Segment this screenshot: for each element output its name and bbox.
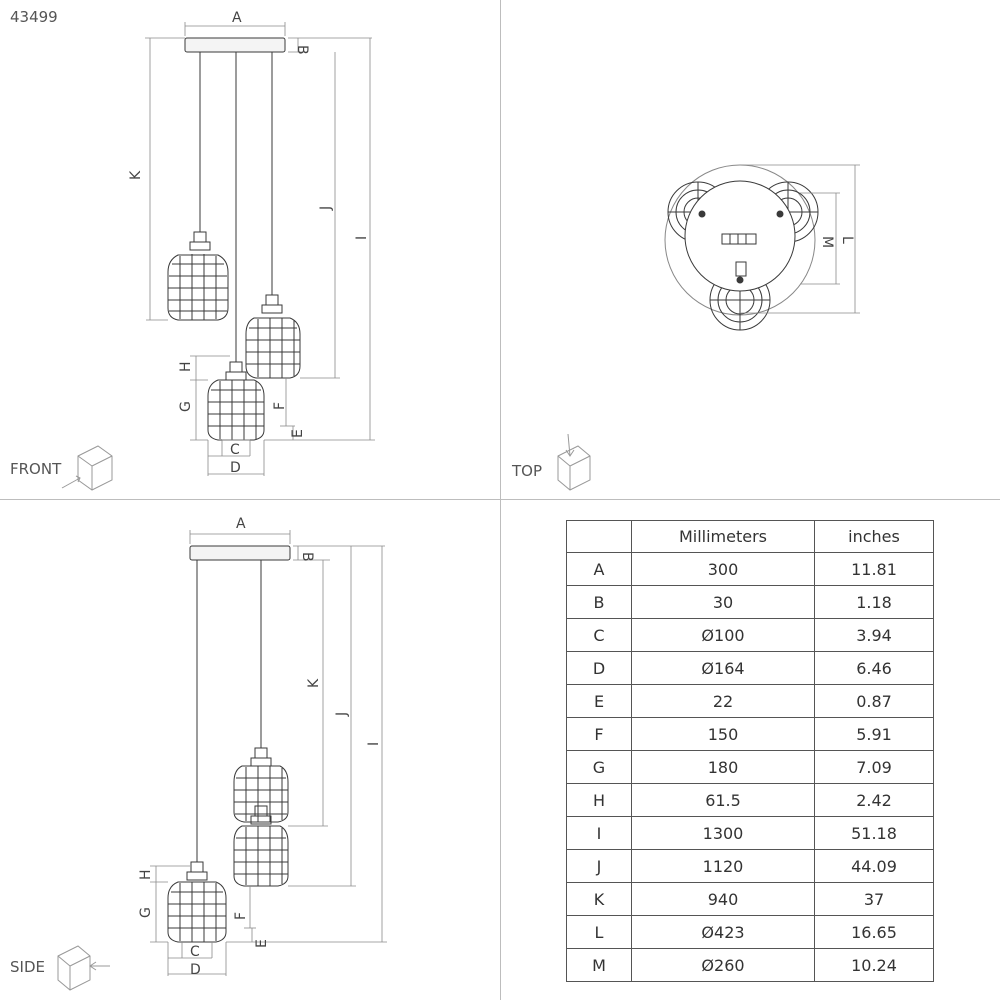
row-inches: 51.18: [815, 817, 934, 850]
row-inches: 6.46: [815, 652, 934, 685]
row-inches: 16.65: [815, 916, 934, 949]
dim-G-front: G: [178, 401, 194, 412]
row-mm: 61.5: [632, 784, 815, 817]
row-mm: Ø423: [632, 916, 815, 949]
dim-L-top: L: [839, 236, 855, 244]
table-row: [567, 916, 934, 949]
row-label: F: [567, 718, 632, 751]
front-view-label: FRONT: [10, 460, 62, 478]
row-mm: 180: [632, 751, 815, 784]
table-row: [567, 718, 934, 751]
header-inches: inches: [815, 521, 934, 553]
row-mm: 300: [632, 553, 815, 586]
dim-K-front: K: [128, 170, 144, 180]
side-view-cube-icon: [58, 946, 110, 990]
top-view-label: TOP: [512, 462, 543, 480]
dim-A-front: A: [232, 10, 242, 26]
table-row: [567, 850, 934, 883]
row-mm: 150: [632, 718, 815, 751]
dim-B-side: B: [299, 552, 315, 562]
row-label: J: [567, 850, 632, 883]
row-mm: Ø164: [632, 652, 815, 685]
row-inches: 5.91: [815, 718, 934, 751]
dim-G-side: G: [138, 907, 154, 918]
top-view-cube-icon: [558, 434, 590, 490]
table-row: [567, 949, 934, 982]
dim-J-front: J: [318, 205, 334, 210]
front-lamp-center: [208, 362, 264, 440]
row-label: C: [567, 619, 632, 652]
row-mm: Ø100: [632, 619, 815, 652]
table-row: [567, 883, 934, 916]
dim-A-side: A: [236, 516, 246, 532]
side-lamp-middle: [234, 806, 288, 886]
dim-H-side: H: [138, 869, 154, 880]
dim-I-front: I: [354, 235, 370, 240]
dim-B-front: B: [294, 45, 310, 55]
row-mm: 22: [632, 685, 815, 718]
row-inches: 0.87: [815, 685, 934, 718]
dim-D-front: D: [230, 460, 241, 476]
front-view-cube-icon: [62, 446, 112, 490]
dim-K-side: K: [306, 678, 322, 688]
table-row: [567, 817, 934, 850]
dim-E-side: E: [254, 939, 270, 948]
side-view-label: SIDE: [10, 958, 45, 976]
row-inches: 3.94: [815, 619, 934, 652]
side-lamp-front: [168, 862, 226, 942]
top-view-drawing: [500, 0, 1000, 500]
front-view-drawing: [0, 0, 500, 500]
table-row: [567, 751, 934, 784]
header-millimeters: Millimeters: [632, 521, 815, 553]
row-inches: 11.81: [815, 553, 934, 586]
dimension-table: [566, 520, 934, 982]
row-inches: 44.09: [815, 850, 934, 883]
dim-E-front: E: [290, 429, 306, 438]
side-view-drawing: [0, 500, 500, 1000]
row-inches: 37: [815, 883, 934, 916]
dim-H-front: H: [178, 361, 194, 372]
front-lamp-left: [168, 232, 228, 320]
table-row: [567, 553, 934, 586]
row-label: D: [567, 652, 632, 685]
dim-D-side: D: [190, 962, 201, 978]
row-label: M: [567, 949, 632, 982]
table-header-row: [567, 521, 934, 553]
row-inches: 1.18: [815, 586, 934, 619]
row-label: E: [567, 685, 632, 718]
row-label: A: [567, 553, 632, 586]
article-number: 43499: [10, 8, 58, 26]
dim-C-front: C: [230, 442, 240, 458]
table-row: [567, 652, 934, 685]
row-mm: 30: [632, 586, 815, 619]
front-lamp-right: [246, 295, 300, 378]
dim-M-top: M: [819, 236, 835, 249]
row-inches: 7.09: [815, 751, 934, 784]
row-inches: 10.24: [815, 949, 934, 982]
row-label: L: [567, 916, 632, 949]
row-inches: 2.42: [815, 784, 934, 817]
dim-I-side: I: [366, 741, 382, 746]
dim-F-front: F: [272, 401, 288, 410]
row-label: H: [567, 784, 632, 817]
row-mm: 940: [632, 883, 815, 916]
table-row: [567, 586, 934, 619]
header-blank: [567, 521, 632, 553]
row-mm: Ø260: [632, 949, 815, 982]
row-label: I: [567, 817, 632, 850]
row-label: G: [567, 751, 632, 784]
row-mm: 1300: [632, 817, 815, 850]
dim-C-side: C: [190, 944, 200, 960]
dim-F-side: F: [233, 911, 249, 920]
side-lamp-back: [234, 748, 288, 822]
table-row: [567, 619, 934, 652]
dim-J-side: J: [334, 711, 350, 716]
table-row: [567, 685, 934, 718]
table-row: [567, 784, 934, 817]
row-mm: 1120: [632, 850, 815, 883]
row-label: K: [567, 883, 632, 916]
row-label: B: [567, 586, 632, 619]
